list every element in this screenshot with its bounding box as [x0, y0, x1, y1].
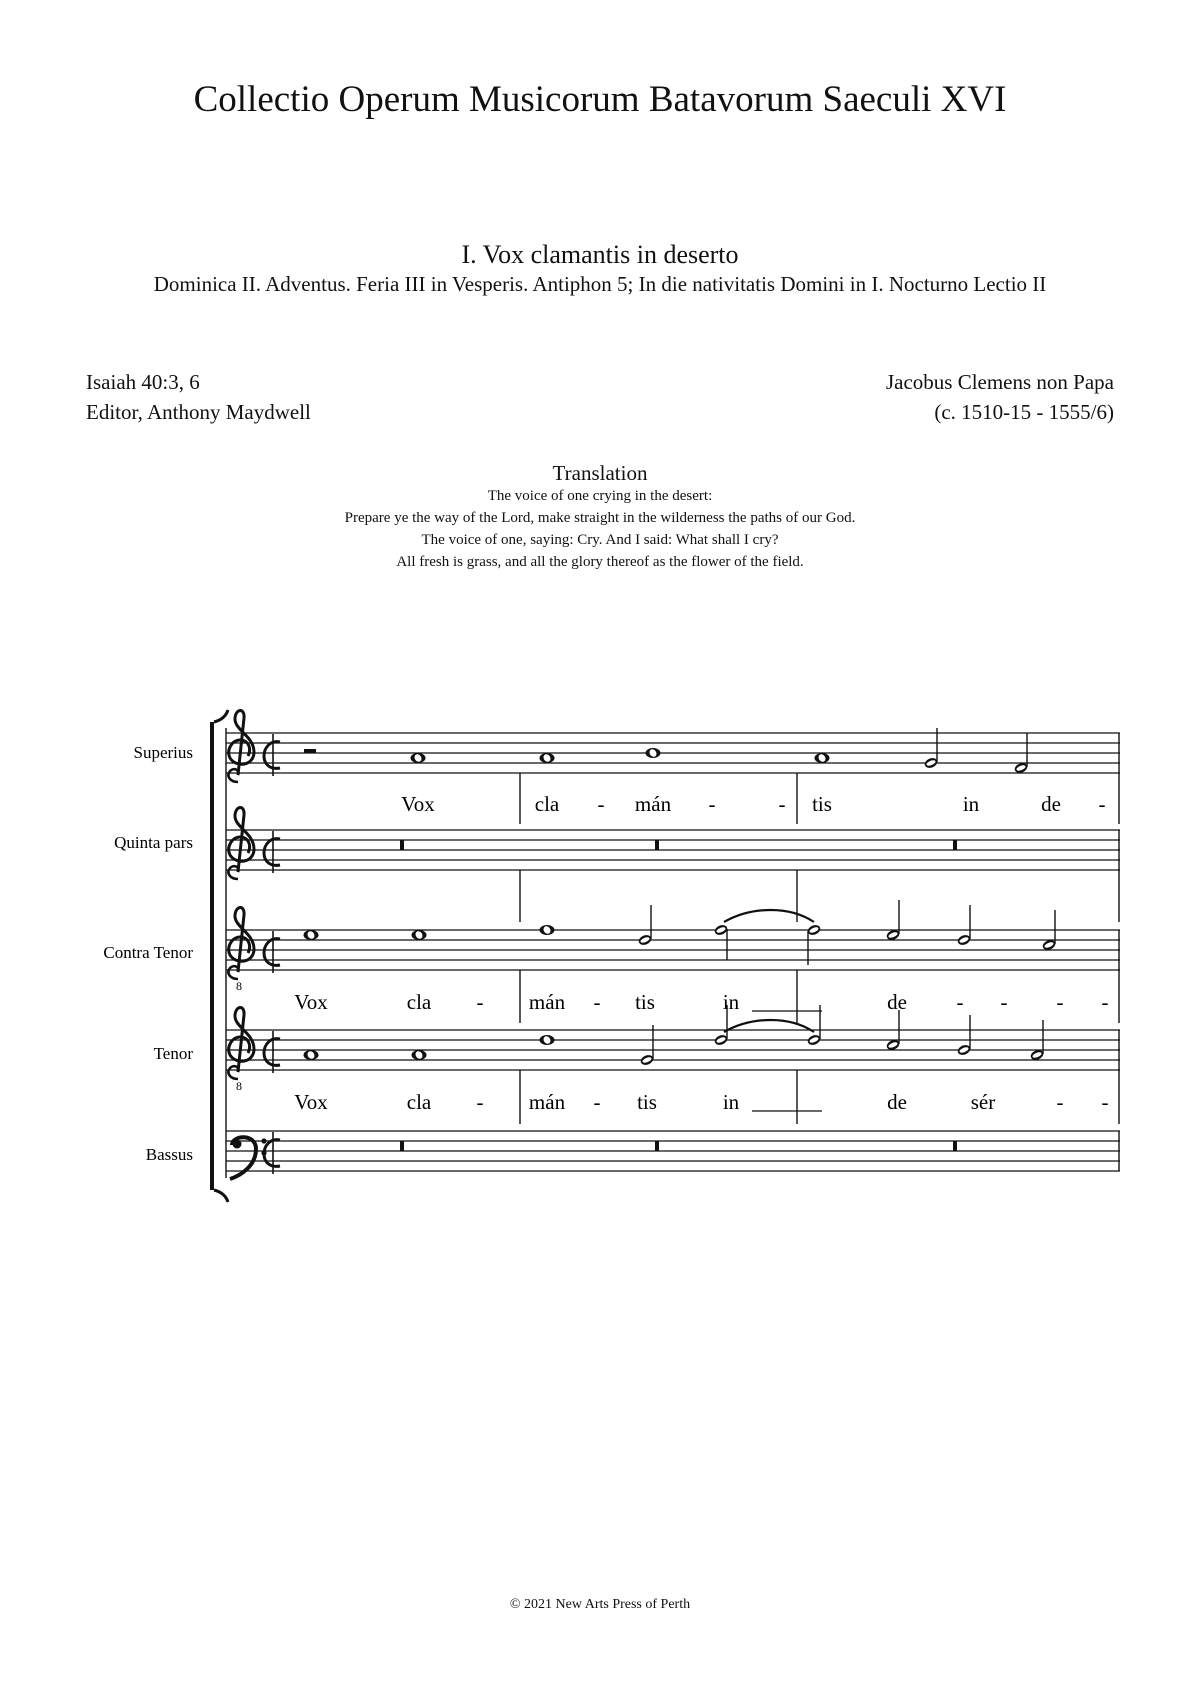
translation-line: Prepare ye the way of the Lord, make straight in the wilderness the paths of our God.	[344, 510, 856, 526]
note	[713, 923, 728, 960]
translation-line: The voice of one, saying: Cry. And I said: What shall I cry?	[421, 532, 779, 548]
lyric-syllable: de	[887, 1090, 907, 1114]
lyric-hyphen: -	[778, 792, 786, 816]
rest	[304, 749, 316, 753]
lyric-hyphen: -	[593, 990, 601, 1014]
cut-time-icon	[264, 931, 280, 973]
rest	[400, 1141, 404, 1151]
translation-heading: Translation	[552, 461, 648, 485]
note	[1013, 733, 1028, 775]
treble-clef-icon	[228, 908, 254, 980]
lyric-hyphen: -	[476, 990, 484, 1014]
composer: Jacobus Clemens non Papa	[885, 370, 1114, 394]
lyric-syllable: cla	[534, 792, 560, 816]
staff-tenor	[226, 1005, 1120, 1124]
lyric-syllable: in	[722, 1090, 740, 1114]
staff-superius	[226, 711, 1120, 825]
lyric-hyphen: -	[708, 792, 716, 816]
note	[923, 728, 938, 770]
cut-time-icon	[264, 734, 280, 776]
treble-clef-icon	[228, 1008, 254, 1080]
note	[806, 923, 821, 965]
series-title: Collectio Operum Musicorum Batavorum Saeculi XVI	[193, 79, 1007, 120]
note	[540, 1035, 555, 1045]
note	[412, 930, 427, 940]
lyric-hyphen: -	[593, 1090, 601, 1114]
cut-time-icon	[264, 1031, 280, 1073]
note	[304, 1050, 319, 1060]
note	[713, 1005, 728, 1047]
lyric-hyphen: -	[1098, 792, 1106, 816]
note	[956, 905, 971, 947]
rest	[655, 1141, 659, 1151]
octave-8-mark: 8	[236, 979, 242, 993]
staff-label-contra-tenor: Contra Tenor	[103, 943, 193, 962]
staff-contra-tenor	[226, 900, 1120, 1023]
lyric-syllable: in	[722, 990, 740, 1014]
rest	[400, 840, 404, 850]
staff-label-quinta-pars: Quinta pars	[114, 833, 193, 852]
rest	[953, 840, 957, 850]
lyric-hyphen: -	[1101, 1090, 1109, 1114]
note	[815, 753, 830, 763]
lyric-hyphen: -	[597, 792, 605, 816]
copyright: © 2021 New Arts Press of Perth	[509, 1597, 691, 1612]
lyric-syllable: cla	[406, 990, 432, 1014]
note	[885, 900, 900, 942]
rest	[655, 840, 659, 850]
lyric-syllable: mán	[528, 1090, 566, 1114]
lyric-syllable: Vox	[294, 1090, 328, 1114]
note	[646, 748, 661, 758]
staff-bassus	[226, 1131, 1120, 1179]
staff-quinta-pars	[226, 808, 1120, 923]
lyric-hyphen: -	[476, 1090, 484, 1114]
note	[540, 925, 555, 935]
staff-label-tenor: Tenor	[153, 1044, 193, 1063]
lyric-hyphen: -	[1000, 990, 1008, 1014]
note	[411, 753, 426, 763]
cut-time-icon	[264, 831, 280, 873]
lyric-syllable: mán	[528, 990, 566, 1014]
octave-8-mark: 8	[236, 1079, 242, 1093]
translation-line: All fresh is grass, and all the glory thereof as the flower of the field.	[396, 554, 804, 570]
lyric-hyphen: -	[1056, 990, 1064, 1014]
treble-clef-icon	[228, 711, 254, 783]
note	[956, 1015, 971, 1057]
composer-dates: (c. 1510-15 - 1555/6)	[934, 400, 1114, 424]
piece-subtitle: Dominica II. Adventus. Feria III in Vesperis. Antiphon 5; In die nativitatis Domini in I. Nocturno Lectio II	[153, 272, 1047, 296]
lyric-syllable: de	[887, 990, 907, 1014]
note	[304, 930, 319, 940]
lyric-hyphen: -	[1056, 1090, 1064, 1114]
note	[1029, 1020, 1044, 1062]
note	[639, 1025, 654, 1067]
lyric-syllable: tis	[635, 990, 655, 1014]
system-bracket	[210, 710, 228, 1202]
lyric-syllable: Vox	[401, 792, 435, 816]
note	[540, 753, 555, 763]
note	[885, 1010, 900, 1052]
staff-label-bassus: Bassus	[145, 1145, 193, 1164]
lyric-syllable: sér	[970, 1090, 996, 1114]
staff-label-superius: Superius	[133, 743, 193, 762]
text-source: Isaiah 40:3, 6	[86, 370, 200, 394]
lyric-syllable: tis	[812, 792, 832, 816]
piece-title: I. Vox clamantis in deserto	[461, 240, 739, 269]
lyric-hyphen: -	[1101, 990, 1109, 1014]
lyric-syllable: Vox	[294, 990, 328, 1014]
bass-clef-icon	[230, 1137, 267, 1179]
lyric-syllable: de	[1041, 792, 1061, 816]
translation-line: The voice of one crying in the desert:	[487, 488, 713, 504]
note	[637, 905, 652, 947]
lyric-syllable: in	[962, 792, 980, 816]
editor-credit: Editor, Anthony Maydwell	[86, 400, 311, 424]
note	[1041, 910, 1056, 952]
lyric-syllable: tis	[637, 1090, 657, 1114]
note	[412, 1050, 427, 1060]
rest	[953, 1141, 957, 1151]
lyric-syllable: cla	[406, 1090, 432, 1114]
lyric-hyphen: -	[956, 990, 964, 1014]
lyric-syllable: mán	[634, 792, 672, 816]
tie	[724, 910, 814, 922]
treble-clef-icon	[228, 808, 254, 880]
